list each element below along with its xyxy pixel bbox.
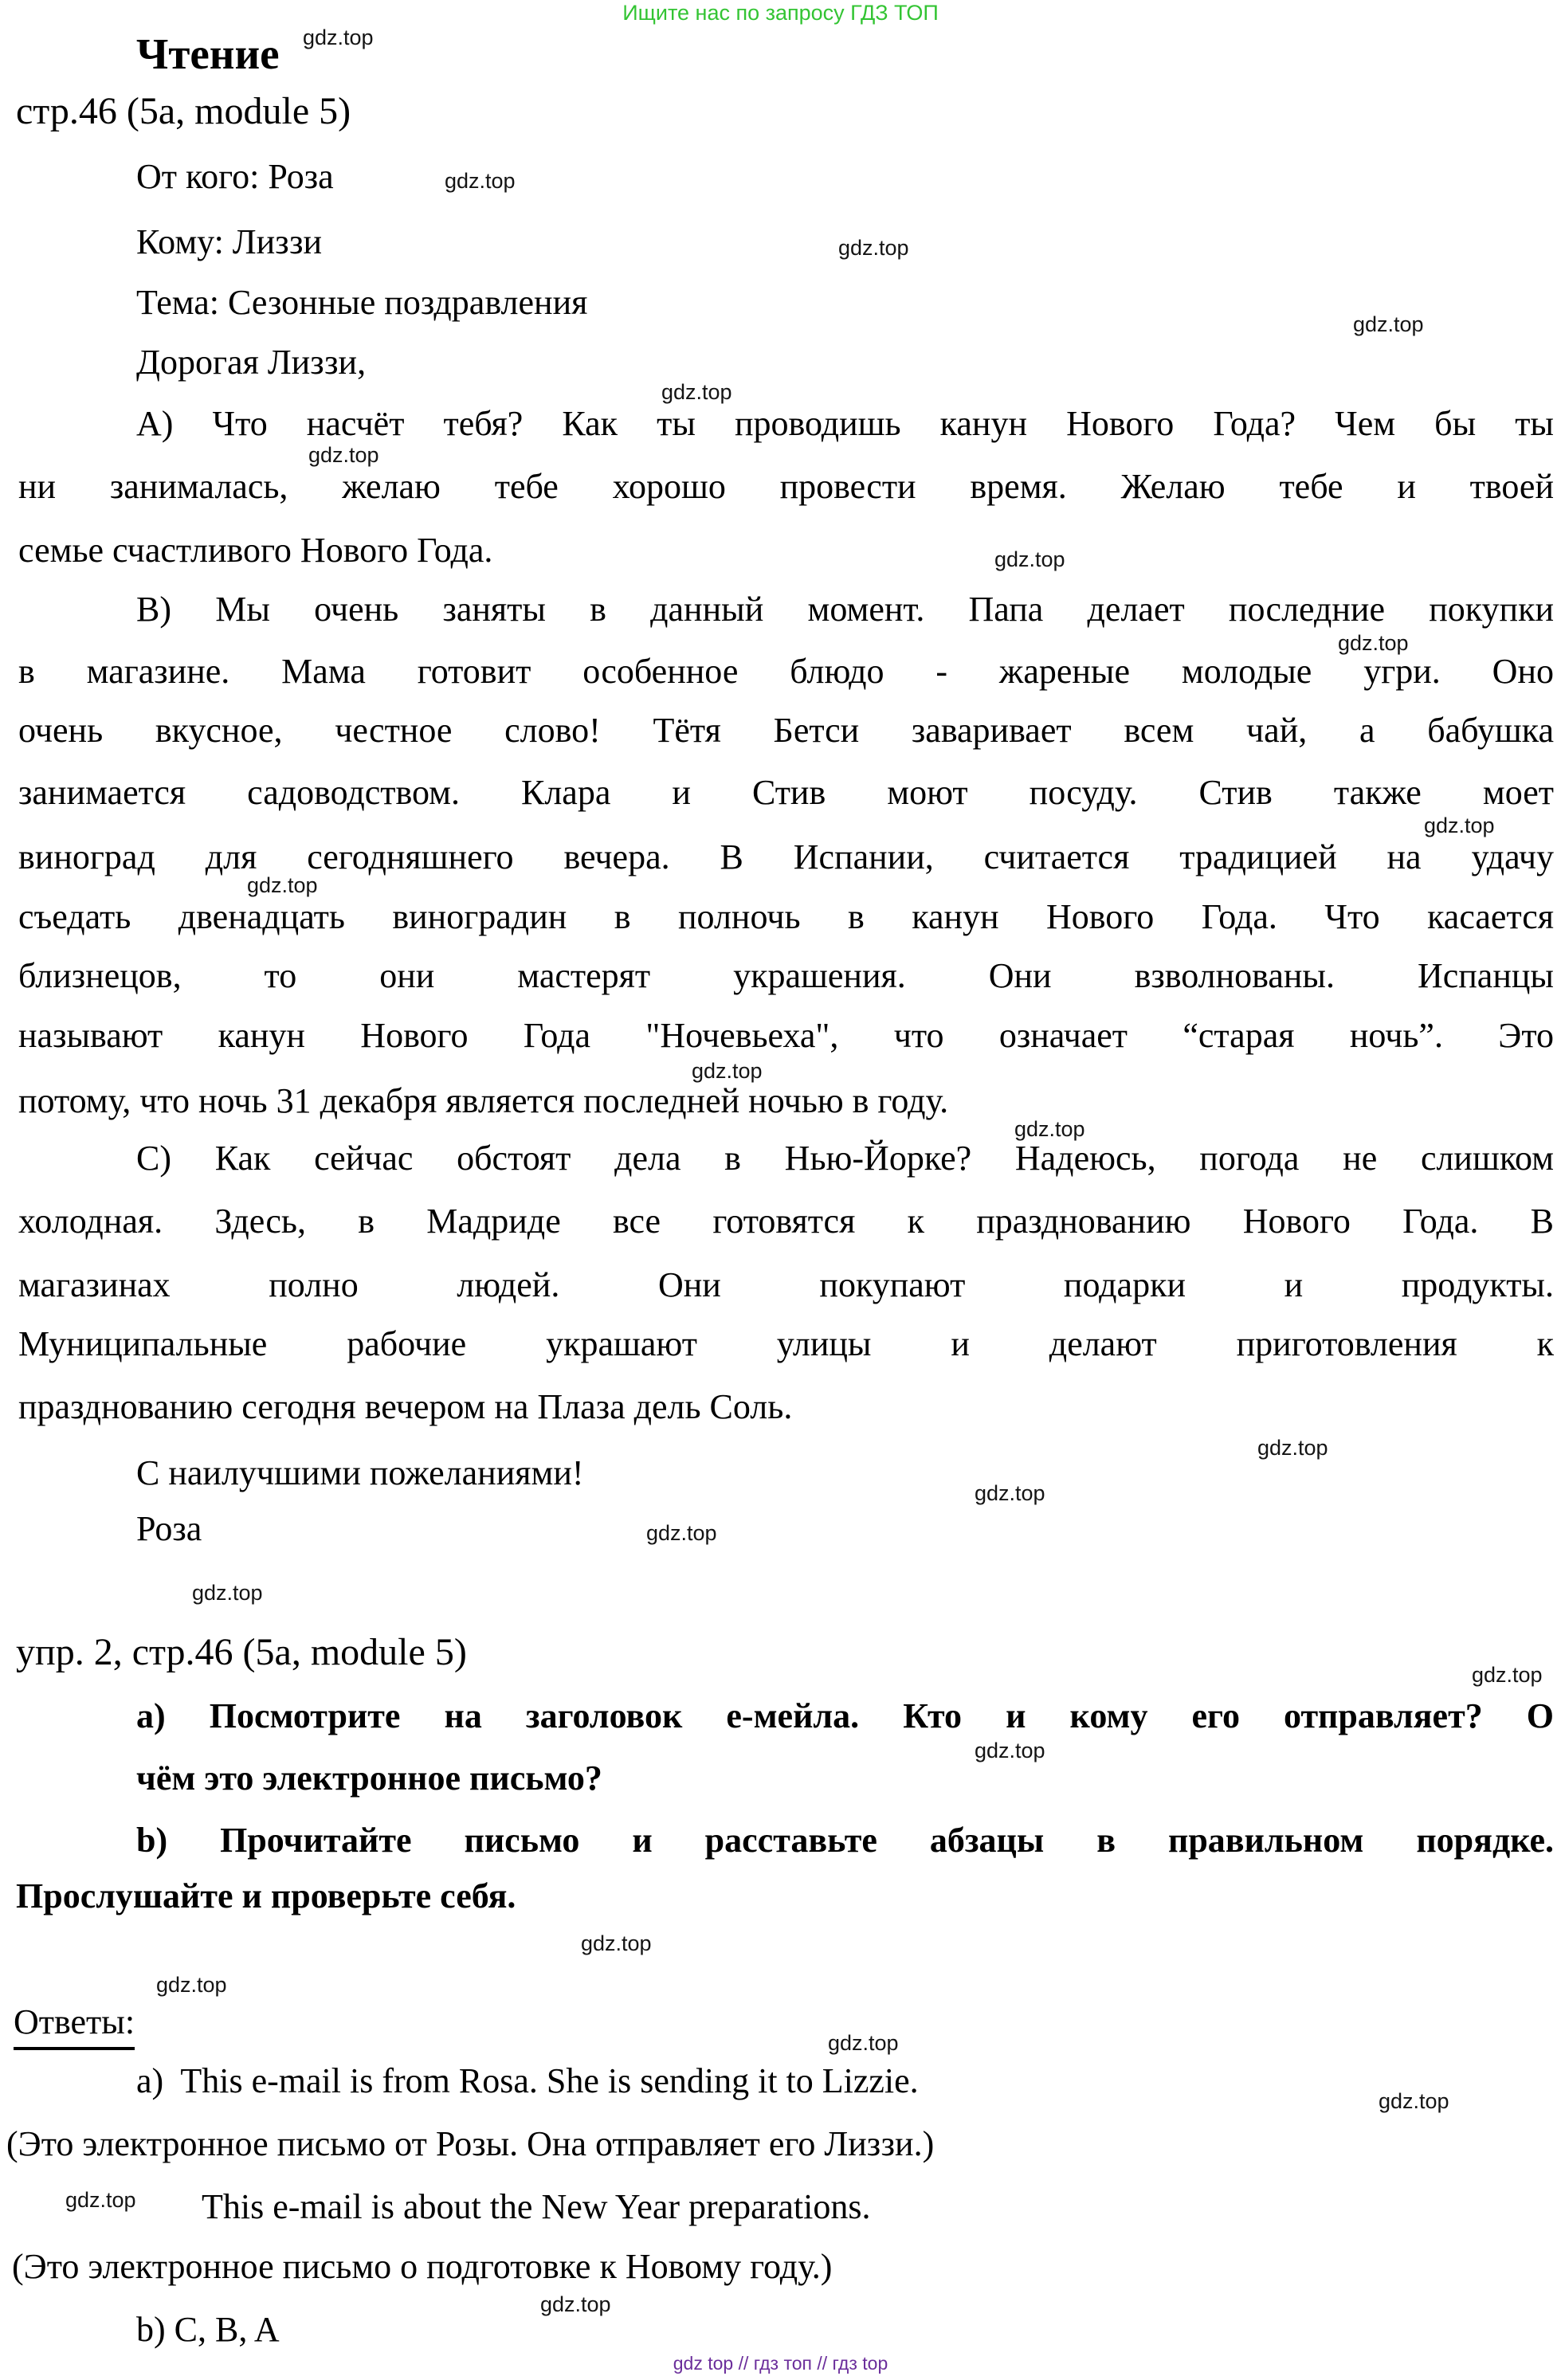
answer-b: b) C, B, A <box>136 2310 280 2349</box>
watermark: gdz.top <box>1014 1117 1085 1141</box>
email-from: От кого: Роза <box>136 157 334 196</box>
answer-a-russian: (Это электронное письмо от Розы. Она отправляет его Лиззи.) <box>6 2124 935 2163</box>
paragraph-c-line: холодная. Здесь, в Мадриде все готовятся к празднованию Нового Года. В <box>18 1202 1554 1241</box>
watermark: gdz.top <box>247 873 318 897</box>
watermark: gdz.top <box>65 2188 136 2212</box>
watermark: gdz.top <box>994 547 1065 571</box>
exercise-task-a-line: a) Посмотрите на заголовок е-мейла. Кто и кому его отправляет? О <box>136 1696 1554 1735</box>
section-heading: Чтение <box>136 29 280 78</box>
watermark: gdz.top <box>308 443 379 467</box>
top-banner: Ищите нас по запросу ГДЗ ТОП <box>622 1 939 25</box>
watermark: gdz.top <box>192 1581 263 1605</box>
paragraph-b-line: называют канун Нового Года "Ночевьеха", что означает “старая ночь”. Это <box>18 1016 1554 1055</box>
paragraph-c-line: магазинах полно людей. Они покупают подарки и продукты. <box>18 1265 1554 1304</box>
watermark: gdz.top <box>1472 1663 1543 1687</box>
answer-a-english: a) This e-mail is from Rosa. She is sending it to Lizzie. <box>136 2061 919 2100</box>
email-subject: Тема: Сезонные поздравления <box>136 283 588 322</box>
paragraph-b-line: близнецов, то они мастерят украшения. Они взволнованы. Испанцы <box>18 956 1554 995</box>
watermark: gdz.top <box>975 1481 1045 1505</box>
watermark: gdz.top <box>1379 2089 1449 2113</box>
exercise-task-a-line: чём это электронное письмо? <box>136 1759 602 1798</box>
answer-a2-english: This e-mail is about the New Year preparations. <box>202 2187 871 2226</box>
paragraph-b-line: виноград для сегодняшнего вечера. В Испании, считается традицией на удачу <box>18 837 1554 876</box>
watermark: gdz.top <box>581 1931 652 1955</box>
bottom-watermark: gdz top // гдз топ // гдз top <box>673 2353 888 2374</box>
email-closing: С наилучшими пожеланиями! <box>136 1453 584 1492</box>
email-to: Кому: Лиззи <box>136 222 323 261</box>
watermark: gdz.top <box>692 1059 763 1083</box>
paragraph-c-line: празднованию сегодня вечером на Плаза дель Соль. <box>18 1387 793 1426</box>
watermark: gdz.top <box>445 169 516 193</box>
watermark: gdz.top <box>303 25 374 49</box>
watermark: gdz.top <box>646 1521 717 1545</box>
paragraph-c-line: С) Как сейчас обстоят дела в Нью-Йорке? Надеюсь, погода не слишком <box>136 1139 1554 1178</box>
watermark: gdz.top <box>975 1739 1045 1762</box>
paragraph-a-line: ни занималась, желаю тебе хорошо провести время. Желаю тебе и твоей <box>18 467 1554 506</box>
watermark: gdz.top <box>661 380 732 404</box>
paragraph-a-line: семье счастливого Нового Года. <box>18 531 493 570</box>
email-signature: Роза <box>136 1509 202 1548</box>
exercise-task-b-line: Прослушайте и проверьте себя. <box>16 1876 516 1915</box>
answers-title: Ответы: <box>14 2002 135 2050</box>
watermark: gdz.top <box>1257 1436 1328 1460</box>
watermark: gdz.top <box>828 2031 899 2055</box>
page-reference: стр.46 (5a, module 5) <box>16 90 351 132</box>
watermark: gdz.top <box>1338 631 1409 655</box>
paragraph-b-line: съедать двенадцать виноградин в полночь в канун Нового Года. Что касается <box>18 897 1554 936</box>
watermark: gdz.top <box>540 2292 611 2316</box>
paragraph-b-line: занимается садоводством. Клара и Стив моют посуду. Стив также моет <box>18 773 1554 812</box>
exercise-title: упр. 2, стр.46 (5a, module 5) <box>16 1631 467 1673</box>
paragraph-b-line: В) Мы очень заняты в данный момент. Папа делает последние покупки <box>136 590 1554 629</box>
watermark: gdz.top <box>838 236 909 260</box>
email-greeting: Дорогая Лиззи, <box>136 343 367 382</box>
paragraph-c-line: Муниципальные рабочие украшают улицы и делают приготовления к <box>18 1324 1554 1363</box>
answer-a2-russian: (Это электронное письмо о подготовке к Новому году.) <box>12 2247 833 2286</box>
watermark: gdz.top <box>156 1973 227 1997</box>
paragraph-b-line: в магазине. Мама готовит особенное блюдо - жареные молодые угри. Оно <box>18 652 1554 691</box>
watermark: gdz.top <box>1353 312 1424 336</box>
paragraph-a-line: А) Что насчёт тебя? Как ты проводишь канун Нового Года? Чем бы ты <box>136 404 1554 443</box>
paragraph-b-line: очень вкусное, честное слово! Тётя Бетси заваривает всем чай, а бабушка <box>18 711 1554 750</box>
watermark: gdz.top <box>1424 814 1495 837</box>
paragraph-b-line: потому, что ночь 31 декабря является последней ночью в году. <box>18 1081 949 1120</box>
exercise-task-b-line: b) Прочитайте письмо и расставьте абзацы в правильном порядке. <box>136 1821 1554 1860</box>
